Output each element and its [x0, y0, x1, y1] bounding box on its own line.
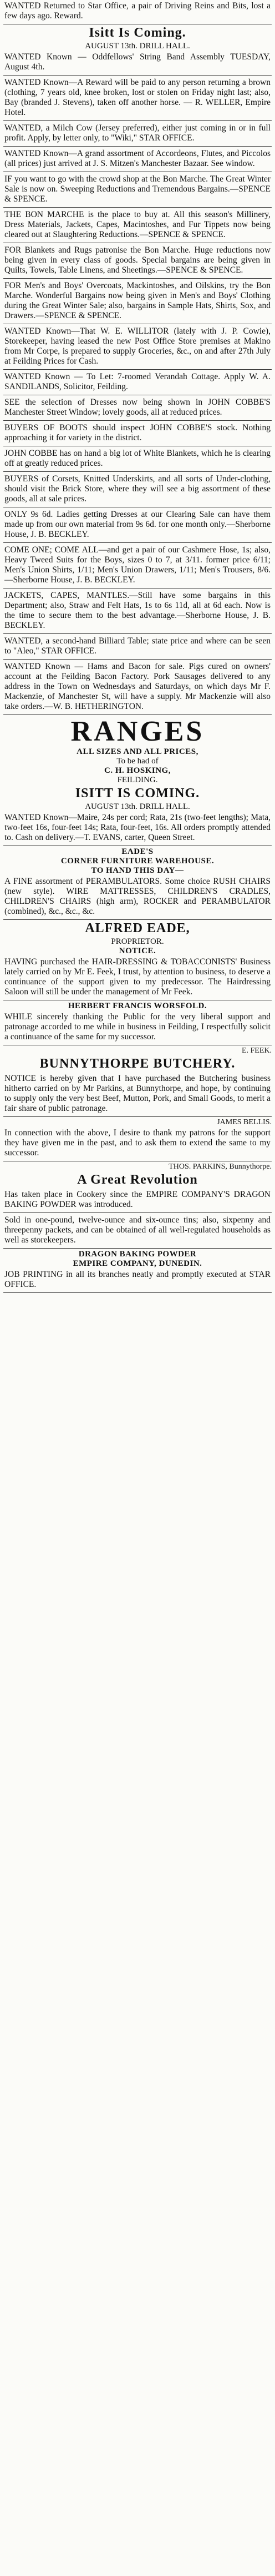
advertisement-paragraph: WANTED Known—Maire, 24s per cord; Rata, 21s (two-feet lengths); Mata, two-feet 16s, four-feet 14s; Rata, four-feet, 16s. All orders promptly attended to. Cash on delivery.—T. EVANS, carter, Queen Street.: [4, 813, 271, 842]
advertisement-paragraph: WANTED Known—A Reward will be paid to any person returning a brown (clothing, 7 years old, knee broken, lost or stolen on Friday night last; also, Bay (branded J. Stevens), taken off another horse. — R. WELLER, Empire Hotel.: [4, 78, 271, 117]
advertisement-subhead: EMPIRE COMPANY, DUNEDIN.: [73, 1259, 202, 1268]
advertisement-subhead: NOTICE.: [119, 947, 156, 955]
advertisement-paragraph: WHILE sincerely thanking the Public for the very liberal support and patronage accorded to me while in business in Feilding, I respectfully solicit a continuance of the same for my successor.: [4, 1012, 271, 1042]
advertisement-heading: ALFRED EADE,: [85, 921, 190, 935]
advertisement-heading: Isitt Is Coming.: [89, 26, 186, 40]
column-rule: [3, 120, 272, 121]
advertisement-subhead: DRAGON BAKING POWDER: [78, 1250, 197, 1259]
column-rule: [3, 278, 272, 279]
advertisement-center: AUGUST 13th. DRILL HALL.: [85, 42, 190, 51]
column-rule: [3, 471, 272, 472]
advertisement-paragraph: WANTED, a Milch Cow (Jersey preferred), either just coming in or in full profit. Apply, by letter only, to "Wiki," STAR OFFICE.: [4, 123, 271, 143]
column-rule: [3, 1292, 272, 1293]
advertisement-paragraph: WANTED Known—That W. E. WILLITOR (lately with J. P. Cowie), Storekeeper, having leased the new Post Office Store premises at Makino from Mr Corpe, is prepared to supply Groceries, &c., on and after 27th July at Feilding Prices for Cash.: [4, 326, 271, 366]
column-rule: [3, 1212, 272, 1213]
display-heading: RANGES: [70, 716, 205, 747]
advertisement-center: AUGUST 13th. DRILL HALL.: [85, 802, 190, 811]
advertisement-paragraph: In connection with the above, I desire to thank my patrons for the support they have given me in the past, and to ask them to extend the same to my successor.: [4, 1128, 271, 1158]
advertisement-paragraph: THE BON MARCHE is the place to buy at. All this season's Millinery, Dress Materials, Jackets, Capes, Macintoshes, and Fur Tippets now being cleared out at Slaughtering Reductions.—SPENCE & SPENCE.: [4, 210, 271, 239]
column-rule: [3, 75, 272, 76]
advertisement-center: PROPRIETOR.: [111, 937, 164, 946]
advertisement-paragraph: WANTED, a second-hand Billiard Table; state price and where can be seen to "Aleo," STAR OFFICE.: [4, 636, 271, 656]
column-rule: [3, 420, 272, 421]
advertisement-sig: E. FEEK.: [241, 1046, 272, 1055]
advertisement-paragraph: WANTED Known — Hams and Bacon for sale. Pigs cured on owners' account at the Feilding Bacon Factory. Pork Sausages delivered to any address in the Town on Wednesdays and Saturdays, on which days Mr F. Mackenzie, of Manchester St, will have a supply. Mr Mackenzie will also take orders.—W. B. HETHERINGTON.: [4, 662, 271, 711]
advertisement-paragraph: NOTICE is hereby given that I have purchased the Butchering business hitherto carried on by Mr Parkins, at Bunnythorpe, and hope, by continuing to supply only the very best Beef, Mutton, Pork, and Small Goods, to merit a fair share of public patronage.: [4, 1074, 271, 1113]
advertisement-paragraph: Has taken place in Cookery since the EMPIRE COMPANY'S DRAGON BAKING POWDER was introduced.: [4, 1190, 271, 1209]
advertisement-center: FEILDING.: [117, 776, 158, 784]
advertisement-subhead: TO HAND THIS DAY—: [91, 866, 184, 875]
advertisement-paragraph: WANTED Known — Oddfellows' String Band Assembly TUESDAY, August 4th.: [4, 52, 271, 72]
advertisement-paragraph: ONLY 9s 6d. Ladies getting Dresses at our Clearing Sale can have them made up from our own material from 9s 6d. for one month only.—Sherborne House, J. B. BECKLEY.: [4, 510, 271, 539]
advertisement-sig: JAMES BELLIS.: [217, 1118, 272, 1126]
advertisement-subhead: HERBERT FRANCIS WORSFOLD.: [68, 1002, 207, 1010]
advertisement-heading: A Great Revolution: [77, 1173, 198, 1187]
advertisement-paragraph: Sold in one-pound, twelve-ounce and six-ounce tins; also, sixpenny and threepenny packets, and can be obtained of all well-regulated households as well as storekeepers.: [4, 1215, 271, 1245]
column-rule: [3, 542, 272, 543]
advertisement-paragraph: BUYERS of Corsets, Knitted Underskirts, and all sorts of Under-clothing, should visit the Brick Store, where they will see a big assortment of these goods, all at sale prices.: [4, 474, 271, 504]
column-rule: [3, 369, 272, 370]
advertisement-subhead: C. H. HOSKING,: [104, 766, 171, 775]
column-rule: [3, 1116, 272, 1117]
advertisement-paragraph: JOHN COBBE has on hand a big lot of White Blankets, which he is clearing off at greatly reduced prices.: [4, 449, 271, 468]
advertisement-subhead: CORNER FURNITURE WAREHOUSE.: [60, 857, 215, 866]
newspaper-column: [3, 0, 272, 2576]
advertisement-paragraph: BUYERS OF BOOTS should inspect JOHN COBBE'S stock. Nothing approaching it for variety in the district.: [4, 423, 271, 442]
column-rule: [3, 207, 272, 208]
advertisement-paragraph: FOR Blankets and Rugs patronise the Bon Marche. Huge reductions now being given in every class of goods. Special bargains are being given in Quilts, Towels, Table Linens, and Sheetings.—SPENCE & SPENCE.: [4, 245, 271, 275]
advertisement-paragraph: SEE the selection of Dresses now being shown in JOHN COBBE'S Manchester Street Window; lovely goods, all at reduced prices.: [4, 398, 271, 417]
advertisement-paragraph: HAVING purchased the HAIR-DRESSING & TOBACCONISTS' Business lately carried on by Mr E. Feek, I trust, by attention to business, to deserve a continuance of the support given to my predecessor. The Hairdressing Saloon will still be under the management of Mr Feek.: [4, 957, 271, 997]
column-rule: [3, 146, 272, 147]
advertisement-paragraph: A FINE assortment of PERAMBULATORS. Some choice RUSH CHAIRS (new style). WIRE MATTRESSES, CHILDREN'S CRADLES, CHILDREN'S CHAIRS (high arm), ROCKER and PERAMBULATOR (combined), &c., &c., &c.: [4, 877, 271, 916]
advertisement-center: To be had of: [116, 757, 159, 766]
column-rule: [3, 659, 272, 660]
advertisement-sig: THOS. PARKINS, Bunnythorpe.: [169, 1163, 272, 1171]
advertisement-paragraph: JACKETS, CAPES, MANTLES.—Still have some bargains in this Department; also, Straw and Felt Hats, 1s to 6s 11d, all at 6d each. Now is the time to secure them to the best advantage.—Sherborne House, J. B. BECKLEY.: [4, 591, 271, 630]
column-rule: [3, 919, 272, 920]
advertisement-paragraph: WANTED Known—A grand assortment of Accordeons, Flutes, and Piccolos (all prices) just arrived at J. S. Mitzen's Manchester Bazaar. See window.: [4, 149, 271, 168]
column-rule: [3, 1248, 272, 1249]
advertisement-heading: ISITT IS COMING.: [75, 786, 200, 801]
advertisement-paragraph: WANTED Returned to Star Office, a pair of Driving Reins and Bits, lost a few days ago. Reward.: [4, 1, 271, 21]
advertisement-paragraph: FOR Men's and Boys' Overcoats, Mackintoshes, and Oilskins, try the Bon Marche. Wonderful Bargains now being given in Men's and Boys' Clothing during the Great Winter Sale; also, bargains in Sample Hats, Shirts, Sox, and Drawers.—SPENCE & SPENCE.: [4, 281, 271, 320]
advertisement-paragraph: WANTED Known — To Let: 7-roomed Verandah Cottage. Apply W. A. SANDILANDS, Solicitor, Feilding.: [4, 372, 271, 391]
advertisement-subhead: EADE'S: [121, 847, 154, 856]
advertisement-subhead: ALL SIZES AND ALL PRICES,: [77, 747, 198, 756]
advertisement-heading: BUNNYTHORPE BUTCHERY.: [39, 1056, 236, 1071]
advertisement-paragraph: JOB PRINTING in all its branches neatly and promptly executed at STAR OFFICE.: [4, 1270, 271, 1289]
advertisement-paragraph: IF you want to go with the crowd shop at the Bon Marche. The Great Winter Sale is now on. Sweeping Reductions and Tremendous Bargains.—SPENCE & SPENCE.: [4, 174, 271, 204]
advertisement-paragraph: COME ONE; COME ALL—and get a pair of our Cashmere Hose, 1s; also, Heavy Tweed Suits for the Boys, sizes 0 to 7, at 3/11. former price 6/11; Men's Union Shirts, 1/11; Men's Union Drawers, 1/11; Men's Trousers, 8/6.—Sherborne House, J. B. BECKLEY.: [4, 545, 271, 585]
column-rule: [3, 633, 272, 634]
